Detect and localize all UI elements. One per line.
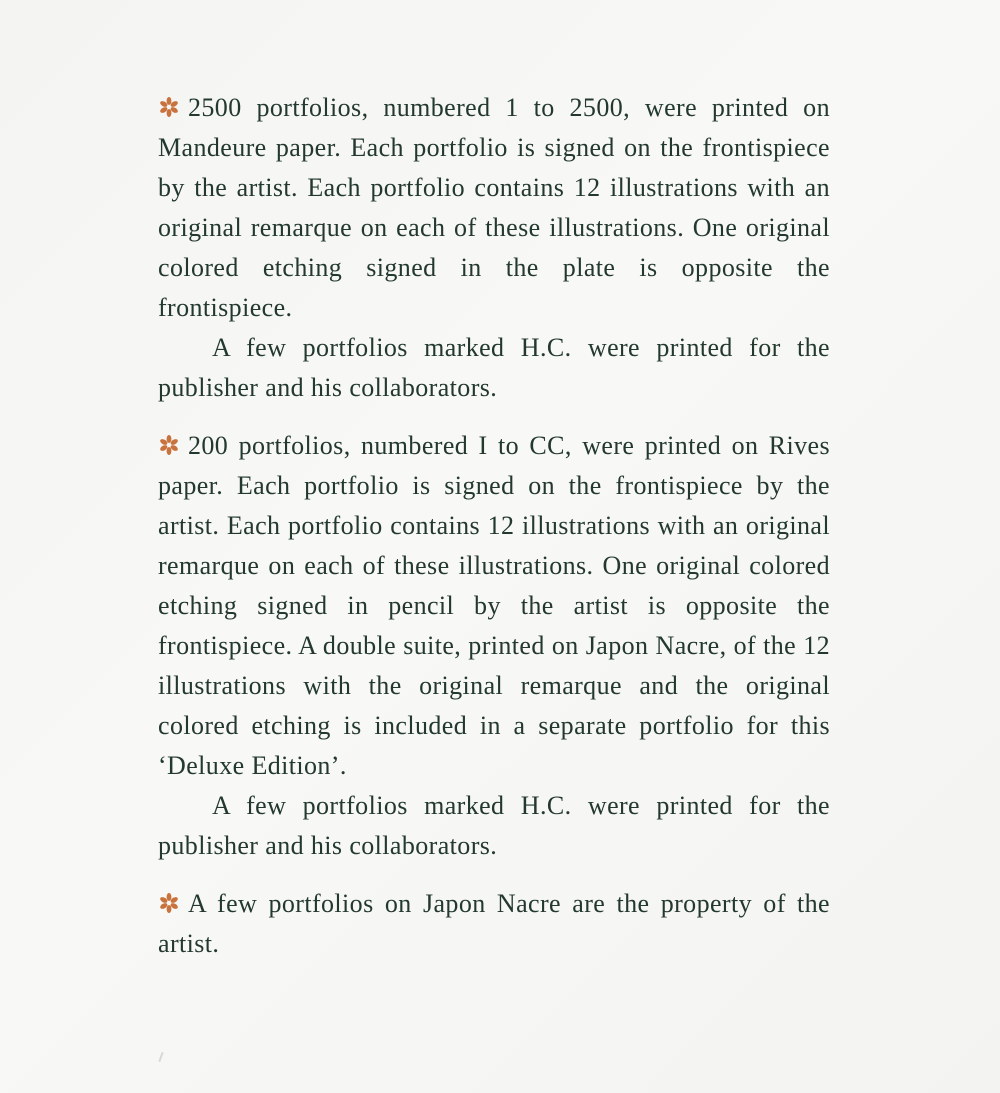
flower-ornament-icon bbox=[158, 892, 180, 914]
paragraph: A few portfolios marked H.C. were printed for the publisher and his collaborators. bbox=[158, 333, 830, 402]
paragraph: 200 portfolios, numbered I to CC, were printed on Rives paper. Each portfolio is signed on the frontispiece by the artist. Each portfolio contains 12 illustrations with an original remarque on each of these illustrations. One original colored etching signed in pencil by the artist is opposite the frontispiece. A double suite, printed on Japon Nacre, of the 12 illustrations with the original remarque and the original colored etching is included in a separate portfolio for this ‘Deluxe Edition’. bbox=[158, 431, 830, 780]
edition-section-artist bbox=[158, 884, 830, 964]
paragraph: A few portfolios marked H.C. were printed for the publisher and his collaborators. bbox=[158, 791, 830, 860]
edition-section-mandeure bbox=[158, 88, 830, 408]
flower-ornament-icon bbox=[158, 434, 180, 456]
colophon-text bbox=[158, 88, 830, 982]
paper-mark bbox=[158, 1052, 163, 1062]
flower-ornament-icon bbox=[158, 96, 180, 118]
paragraph: 2500 portfolios, numbered 1 to 2500, were printed on Mandeure paper. Each portfolio is signed on the frontispiece by the artist. Each portfolio contains 12 illustrations with an original remarque on each of these illustrations. One original colored etching signed in the plate is opposite the frontispiece. bbox=[158, 93, 830, 322]
edition-section-rives bbox=[158, 426, 830, 866]
paragraph: A few portfolios on Japon Nacre are the property of the artist. bbox=[158, 889, 830, 958]
